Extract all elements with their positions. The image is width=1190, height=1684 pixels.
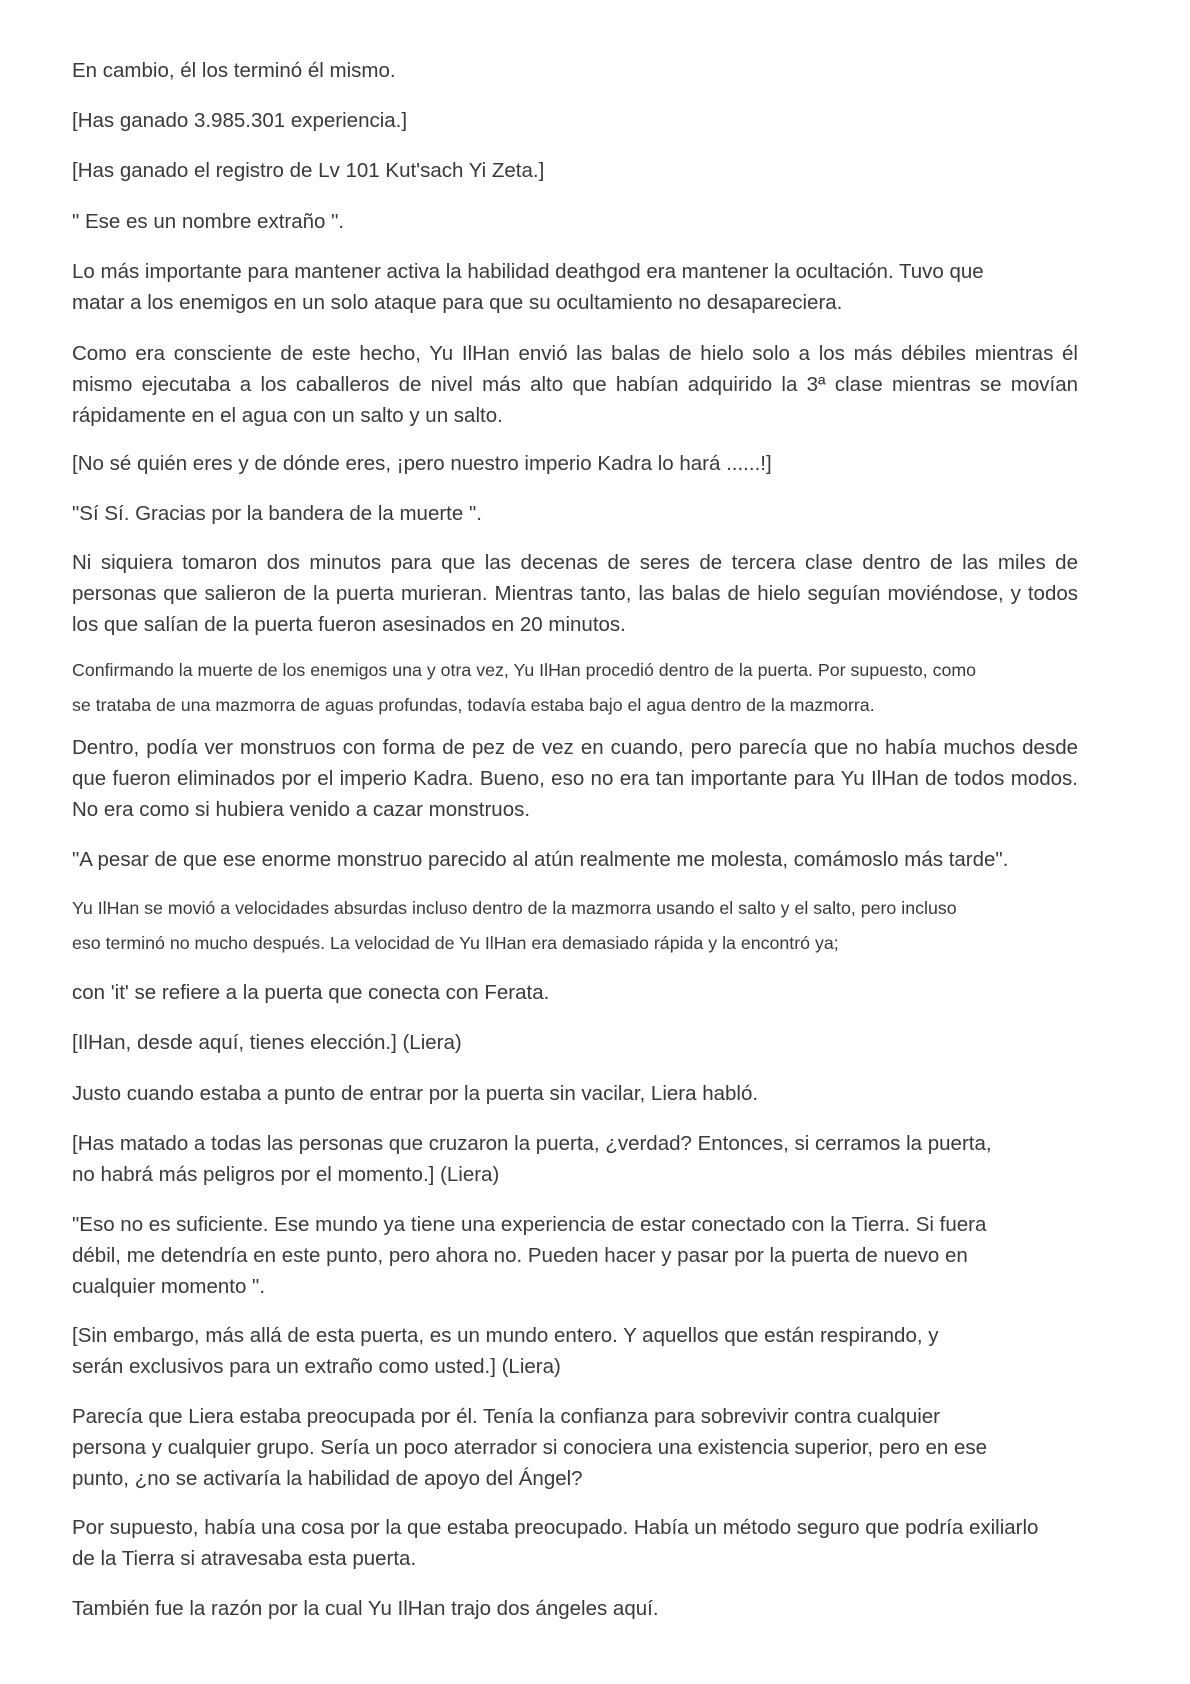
paragraph: " Ese es un nombre extraño ". [72, 210, 345, 233]
paragraph: "Sí Sí. Gracias por la bandera de la muerte ". [72, 502, 482, 525]
paragraph: Parecía que Liera estaba preocupada por él. Tenía la confianza para sobrevivir contra cualquier persona y cualquier grupo. Sería un poco aterrador si conociera una existencia superior, pero en ese punto, ¿no se activaría la habilidad de apoyo del Ángel? [72, 1405, 988, 1490]
paragraph: con 'it' se refiere a la puerta que conecta con Ferata. [72, 981, 550, 1004]
paragraph: [No sé quién eres y de dónde eres, ¡pero nuestro imperio Kadra lo hará ......!] [72, 452, 772, 475]
paragraph: [Has matado a todas las personas que cruzaron la puerta, ¿verdad? Entonces, si cerramos la puerta, no habrá más peligros por el momento.] (Liera) [72, 1132, 992, 1186]
paragraph: Confirmando la muerte de los enemigos una y otra vez, Yu IlHan procedió dentro de la puerta. Por supuesto, como se trataba de una mazmorra de aguas profundas, todavía estaba bajo el agua dentro de la mazmorra. [72, 660, 977, 715]
paragraph: También fue la razón por la cual Yu IlHan trajo dos ángeles aquí. [72, 1597, 659, 1620]
paragraph: "A pesar de que ese enorme monstruo parecido al atún realmente me molesta, comámoslo más tarde". [72, 848, 1009, 871]
paragraph: [Has ganado el registro de Lv 101 Kut'sach Yi Zeta.] [72, 159, 545, 182]
paragraph: Justo cuando estaba a punto de entrar por la puerta sin vacilar, Liera habló. [72, 1082, 759, 1105]
paragraph: Ni siquiera tomaron dos minutos para que las decenas de seres de tercera clase dentro de las miles de personas que salieron de la puerta murieran. Mientras tanto, las balas de hielo seguían moviéndose, y todos los que salían de la puerta fueron asesinados en 20 minutos. [72, 551, 1078, 636]
paragraph: Como era consciente de este hecho, Yu IlHan envió las balas de hielo solo a los más débiles mientras él mismo ejecutaba a los caballeros de nivel más alto que habían adquirido la 3ª clase mientras se movían rápidamente en el agua con un salto y un salto. [72, 342, 1078, 427]
paragraph: Yu IlHan se movió a velocidades absurdas incluso dentro de la mazmorra usando el salto y el salto, pero incluso eso terminó no mucho después. La velocidad de Yu IlHan era demasiado rápida y la encontró ya; [72, 898, 957, 953]
paragraph: Lo más importante para mantener activa la habilidad deathgod era mantener la ocultación. Tuvo que matar a los enemigos en un solo ataque para que su ocultamiento no desapareciera. [72, 260, 984, 314]
paragraph: "Eso no es suficiente. Ese mundo ya tiene una experiencia de estar conectado con la Tierra. Si fuera débil, me detendría en este punto, pero ahora no. Pueden hacer y pasar por la puerta de nuevo en cualquier momento ". [72, 1213, 987, 1298]
paragraph: En cambio, él los terminó él mismo. [72, 59, 396, 82]
paragraph: [IlHan, desde aquí, tienes elección.] (Liera) [72, 1031, 462, 1054]
paragraph: [Sin embargo, más allá de esta puerta, es un mundo entero. Y aquellos que están respirando, y serán exclusivos para un extraño como usted.] (Liera) [72, 1324, 939, 1378]
paragraph: Dentro, podía ver monstruos con forma de pez de vez en cuando, pero parecía que no había muchos desde que fueron eliminados por el imperio Kadra. Bueno, eso no era tan importante para Yu IlHan de todos modos. No era como si hubiera venido a cazar monstruos. [72, 736, 1078, 821]
paragraph: [Has ganado 3.985.301 experiencia.] [72, 109, 408, 132]
paragraph: Por supuesto, había una cosa por la que estaba preocupado. Había un método seguro que podría exiliarlo de la Tierra si atravesaba esta puerta. [72, 1516, 1039, 1570]
